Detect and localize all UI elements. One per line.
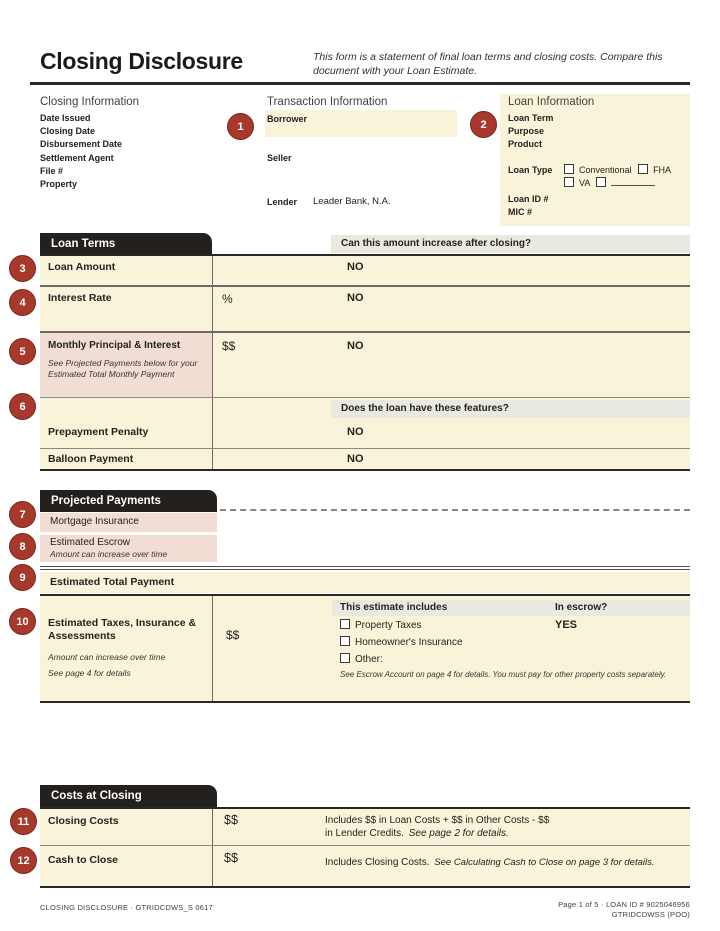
- lender-value: Leader Bank, N.A.: [313, 196, 391, 207]
- property-taxes-label: Property Taxes: [355, 620, 422, 631]
- taxes-value: $$: [226, 628, 240, 642]
- callout-8: 8: [9, 533, 36, 560]
- callout-9: 9: [9, 564, 36, 591]
- callout-3: 3: [9, 255, 36, 282]
- checkbox-row-property-taxes: [340, 619, 422, 631]
- loan-type-label: Loan Type: [508, 165, 553, 175]
- monthly-pi-value: $$: [222, 339, 236, 353]
- homeowners-insurance-label: Homeowner's Insurance: [355, 637, 463, 648]
- other-label: Other:: [355, 654, 383, 665]
- prepayment-penalty-answer: NO: [347, 426, 364, 438]
- prepayment-penalty-label: Prepayment Penalty: [48, 426, 149, 438]
- row-separator: [40, 845, 690, 846]
- page-title: Closing Disclosure: [40, 48, 243, 74]
- property-taxes-checkbox-icon[interactable]: [340, 619, 350, 629]
- mortgage-insurance-label: Mortgage Insurance: [50, 516, 139, 527]
- callout-5: 5: [9, 338, 36, 365]
- callout-6: 6: [9, 393, 36, 420]
- transaction-information-heading: Transaction Information: [267, 96, 388, 108]
- estimated-escrow-note: Amount can increase over time: [50, 549, 168, 559]
- subtitle-line-2: document with your Loan Estimate.: [313, 65, 478, 77]
- loan-type-va: VA: [579, 177, 590, 188]
- costs-divider: [212, 809, 213, 887]
- checkbox-other-loan-type-icon[interactable]: [596, 177, 606, 187]
- checkbox-row-homeowners-insurance: [340, 636, 463, 648]
- closing-costs-desc-line2-italic: See page 2 for details.: [408, 828, 509, 839]
- field-label-disbursement-date: Disbursement Date: [40, 139, 123, 150]
- balloon-payment-label: Balloon Payment: [48, 453, 134, 465]
- taxes-divider: [212, 596, 213, 701]
- costs-at-closing-tab: Costs at Closing: [40, 785, 217, 807]
- estimate-includes-header: [332, 600, 690, 616]
- homeowners-insurance-checkbox-icon[interactable]: [340, 636, 350, 646]
- header-rule: [30, 82, 690, 85]
- balloon-payment-answer: NO: [347, 453, 364, 465]
- taxes-note-2: See page 4 for details: [48, 668, 131, 678]
- interest-rate-value: %: [222, 292, 233, 306]
- closing-costs-desc-line2-regular: in Lender Credits.: [325, 828, 404, 839]
- loan-id-label: Loan ID #: [508, 194, 549, 204]
- closing-costs-value: $$: [224, 813, 238, 827]
- field-label-loan-term: Loan Term: [508, 113, 554, 123]
- cash-to-close-desc-italic: See Calculating Cash to Close on page 3 for details.: [434, 857, 655, 868]
- callout-1: 1: [227, 113, 254, 140]
- closing-information-fields: [40, 112, 122, 191]
- double-rule-top: [40, 566, 690, 567]
- loan-information-heading: Loan Information: [508, 96, 595, 108]
- mic-label: MIC #: [508, 207, 533, 217]
- monthly-pi-label: Monthly Principal & Interest: [48, 340, 181, 351]
- seller-label: Seller: [267, 153, 292, 163]
- double-rule-bottom: [40, 569, 690, 570]
- row-separator: [40, 285, 690, 287]
- in-escrow-heading: In escrow?: [555, 602, 608, 613]
- taxes-label: Estimated Taxes, Insurance & Assessments: [48, 617, 197, 642]
- loan-terms-tab: Loan Terms: [40, 233, 212, 254]
- callout-4: 4: [9, 289, 36, 316]
- closing-information-heading: Closing Information: [40, 96, 140, 108]
- callout-12: 12: [10, 847, 37, 874]
- lender-label: Lender: [267, 197, 298, 207]
- monthly-pi-note: See Projected Payments below for your Estimated Total Monthly Payment: [48, 358, 198, 379]
- loan-type-blank-line: [611, 177, 655, 186]
- row-separator: [40, 397, 690, 398]
- costs-bottom-rule: [40, 886, 690, 888]
- closing-costs-desc: [325, 814, 685, 840]
- loan-terms-bottom-rule: [40, 469, 690, 471]
- loan-type-conventional: Conventional: [579, 165, 632, 175]
- subtitle-line-1: This form is a statement of final loan terms and closing costs. Compare this: [313, 51, 663, 63]
- footer-left: CLOSING DISCLOSURE · GTRIDCDWS_S 0617: [40, 903, 213, 912]
- increase-question-header: Can this amount increase after closing?: [331, 235, 690, 253]
- closing-costs-label: Closing Costs: [48, 815, 119, 827]
- loan-type-row-2: [564, 177, 690, 190]
- cash-to-close-desc: [325, 856, 690, 869]
- interest-rate-answer: NO: [347, 292, 364, 304]
- closing-costs-desc-line2: [325, 827, 685, 840]
- projected-payments-tab: Projected Payments: [40, 490, 217, 512]
- cash-to-close-label: Cash to Close: [48, 854, 119, 866]
- escrow-footnote: See Escrow Account on page 4 for details. You must pay for other property costs separately.: [340, 670, 667, 679]
- footer-doc-code: GTRIDCDWSS (POO): [611, 910, 690, 919]
- loan-type-options: [564, 164, 690, 189]
- field-label-property: Property: [40, 179, 78, 190]
- callout-7: 7: [9, 501, 36, 528]
- row-separator: [40, 448, 690, 449]
- other-checkbox-icon[interactable]: [340, 653, 350, 663]
- footer-page-indicator: Page 1 of 5 · LOAN ID # 9025046956: [558, 900, 690, 909]
- page-subtitle: [313, 50, 693, 78]
- loan-amount-answer: NO: [347, 261, 364, 273]
- loan-information-fields: [508, 112, 553, 152]
- taxes-note-1: Amount can increase over time: [48, 652, 166, 662]
- field-label-product: Product: [508, 139, 543, 150]
- field-label-purpose: Purpose: [508, 126, 545, 137]
- projected-payments-bottom-rule: [40, 701, 690, 703]
- field-label-date-issued: Date Issued: [40, 113, 91, 123]
- estimate-includes-text: This estimate includes: [340, 602, 448, 613]
- monthly-pi-answer: NO: [347, 340, 364, 352]
- loan-terms-divider: [212, 256, 213, 469]
- features-question-header: Does the loan have these features?: [331, 400, 690, 418]
- cash-to-close-desc-regular: Includes Closing Costs.: [325, 857, 430, 868]
- estimated-escrow-label: Estimated Escrow: [50, 537, 131, 548]
- checkbox-fha-icon[interactable]: [638, 164, 648, 174]
- field-label-file-number: File #: [40, 165, 64, 176]
- checkbox-conventional-icon[interactable]: [564, 164, 574, 174]
- estimated-total-label: Estimated Total Payment: [50, 576, 175, 588]
- field-label-settlement-agent: Settlement Agent: [40, 152, 114, 163]
- footer-right: [558, 900, 690, 920]
- closing-costs-desc-line1: Includes $$ in Loan Costs + $$ in Other Costs - $$: [325, 815, 550, 826]
- checkbox-row-other: [340, 653, 383, 665]
- borrower-label: Borrower: [267, 114, 308, 124]
- field-label-closing-date: Closing Date: [40, 126, 96, 137]
- projected-payments-dashed-rule: [220, 509, 690, 511]
- checkbox-va-icon[interactable]: [564, 177, 574, 187]
- cash-to-close-value: $$: [224, 851, 238, 865]
- interest-rate-label: Interest Rate: [48, 292, 112, 304]
- callout-2: 2: [470, 111, 497, 138]
- loan-type-row-1: [564, 164, 690, 177]
- loan-type-fha: FHA: [653, 165, 672, 175]
- loan-amount-label: Loan Amount: [48, 261, 116, 273]
- in-escrow-answer: YES: [555, 619, 578, 631]
- callout-10: 10: [9, 608, 36, 635]
- callout-11: 11: [10, 808, 37, 835]
